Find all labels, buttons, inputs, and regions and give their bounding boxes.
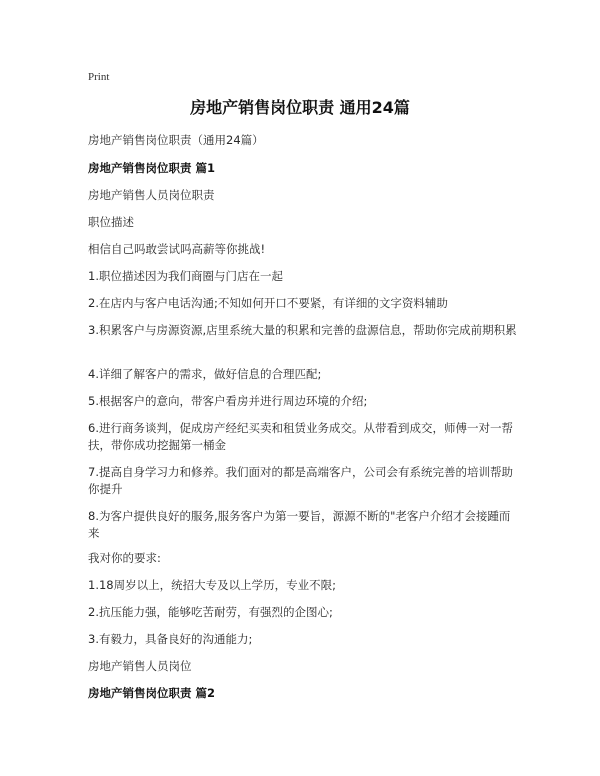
print-label: Print: [88, 71, 110, 83]
role-footer: 房地产销售人员岗位: [88, 659, 192, 673]
document-title: 房地产销售岗位职责 通用24篇: [190, 98, 410, 117]
duty-item: 8.为客户提供良好的服务,服务客户为第一要旨，源源不断的"老客户介绍才会接踵而来: [88, 509, 511, 540]
job-description-label: 职位描述: [88, 215, 134, 229]
requirements-label: 我对你的要求:: [88, 551, 161, 565]
challenge-line: 相信自己吗敢尝试吗高薪等你挑战!: [88, 242, 266, 256]
duty-item: 3.积累客户与房源资源,店里系统大量的积累和完善的盘源信息，帮助你完成前期积累: [88, 323, 517, 337]
duty-item: 4.详细了解客户的需求，做好信息的合理匹配;: [88, 367, 322, 381]
requirement-item: 3.有毅力，具备良好的沟通能力;: [88, 632, 253, 646]
duty-item: 6.进行商务谈判，促成房产经纪买卖和租赁业务成交。从带看到成交，师傅一对一帮扶，带你成功挖掘第一桶金: [88, 421, 513, 452]
requirement-item: 2.抗压能力强，能够吃苦耐劳，有强烈的企图心;: [88, 605, 333, 619]
role-title: 房地产销售人员岗位职责: [88, 188, 215, 202]
section-1-heading: 房地产销售岗位职责 篇1: [88, 161, 216, 175]
duty-item: 2.在店内与客户电话沟通;不知如何开口不要紧，有详细的文字资料辅助: [88, 296, 448, 310]
duty-item: 5.根据客户的意向，带客户看房并进行周边环境的介绍;: [88, 394, 368, 408]
requirement-item: 1.18周岁以上，统招大专及以上学历，专业不限;: [88, 578, 336, 592]
document-subtitle: 房地产销售岗位职责（通用24篇）: [88, 133, 264, 147]
section-2-heading: 房地产销售岗位职责 篇2: [88, 686, 216, 700]
duty-item: 1.职位描述因为我们商圈与门店在一起: [88, 269, 283, 283]
duty-item: 7.提高自身学习力和修养。我们面对的都是高端客户，公司会有系统完善的培训帮助你提升: [88, 465, 513, 496]
